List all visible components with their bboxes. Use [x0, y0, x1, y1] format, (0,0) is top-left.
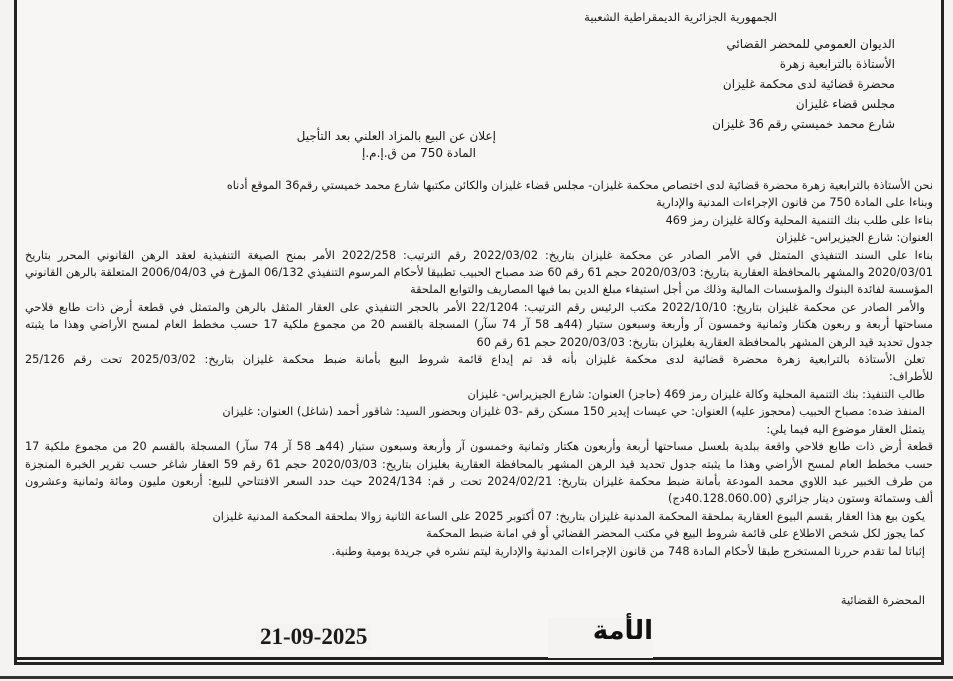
- body-line: ألف وستمائة وستون دينار جزائري (40.128.060.00دج): [667, 492, 933, 506]
- body-line: جدول تحديد قيد الرهن المشهر بالمحافظة العقارية بغليزان بتاريخ: 2020/03/03 حجم 61 رقم 60: [476, 335, 933, 349]
- footer-rule: [14, 657, 944, 660]
- office-line: الديوان العمومي للمحضر القضائي: [726, 37, 895, 51]
- announcement-heading: [297, 128, 496, 162]
- body-line: وبناءا على المادة 750 من قانون الإجراءات المدنية والإدارية: [656, 196, 933, 210]
- body-line: بناءا على السند التنفيذي المتمثل في الأمر الصادر عن محكمة غليزان بتاريخ: 2022/03/02 رقم الترتيب: 2022/258 الأمر بمنح الصيغة التنفيذية لعقد الرهن القانوني المحرر بتاريخ: [25, 248, 934, 262]
- body-line: طالب التنفيذ: بنك التنمية المحلية وكالة غليزان رمز 469 (حاجز) العنوان: شارع الجيزيراس- غليزان: [467, 387, 925, 401]
- notice-body: [25, 177, 933, 560]
- body-line: من طرف الخبير عبد اللاوي محمد المودعة بأمانة ضبط محكمة غليزان بتاريخ: 2024/02/21 تحت ر قم: 2024/134 حيث حدد السعر الافتتاحي للبيع: أربعون مليون ومائة وثمانية وعشرون: [25, 474, 933, 488]
- body-line: حسب مخطط العام لمسح الأراضي وهذا ما يثبته جدول تحديد قيد الرهن المشهر بالمحافظة العقارية بغليزان بتاريخ: 2020/03/03 حجم 61 رقم 59 العقار شاغر حسب تقرير الخبرة المنجزة: [25, 457, 934, 471]
- body-line: نحن الأستاذة بالترابعية زهرة محضرة قضائية لدى اختصاص محكمة غليزان- مجلس قضاء غليزان والكائن مكتبها شارع محمد خميستي رقم36 الموقع أدناه: [226, 179, 933, 192]
- republic-heading: الجمهورية الجزائرية الديمقراطية الشعبية: [584, 10, 777, 24]
- legal-notice-frame: [14, 0, 944, 665]
- body-line: بناءا على طلب بنك التنمية المحلية وكالة غليزان رمز 469: [665, 213, 933, 227]
- body-line: المؤسسة لفائدة البنوك والمؤسسات المالية وذلك من أجل استيفاء مبلغ الدين بما فيها المصاريف والتوابع الملحقة: [410, 283, 933, 297]
- office-line: محضرة قضائية لدى محكمة غليزان: [722, 77, 895, 91]
- body-line: يكون بيع هذا العقار بقسم البيوع العقارية بملحقة المحكمة المدنية غليزان بتاريخ: 07 أكتوبر 2025 على الساعة الثانية زوالا بملحقة المحكمة المدنية غليزان: [212, 509, 925, 523]
- body-line: للأطراف:: [888, 370, 933, 384]
- office-line: مجلس قضاء غليزان: [795, 97, 895, 111]
- newspaper-logo: [548, 618, 653, 658]
- body-line: 2020/03/01 والمشهر بالمحافظة العقارية بتاريخ: 2020/03/03 حجم 61 رقم 60 ضد مصباح الحبيب تطبيقا لأحكام المرسوم التنفيذي 06/132 المؤرخ في 2006/04/03 المتعلقة بالرهن القانوني: [25, 266, 933, 280]
- bailiff-office-header: [712, 34, 895, 134]
- office-line: الأستاذة بالترابعية زهرة: [779, 57, 895, 71]
- signature-label: المحضرة القضائية: [840, 594, 925, 607]
- office-line: شارع محمد خميستي رقم 36 غليزان: [712, 117, 895, 131]
- newspaper-logo-text: الأمة: [592, 616, 653, 646]
- body-line: تعلن الأستاذة بالترابعية زهرة محضرة قضائية لدى محكمة غليزان بأنه قد تم إيداع قائمة شروط البيع بأمانة ضبط محكمة غليزان بتاريخ: 2025/03/02 تحت رقم 25/126: [25, 353, 925, 367]
- publication-date: 21-09-2025: [256, 624, 371, 650]
- body-line: إثباتا لما تقدم حررنا المستخرج طبقا لأحكام المادة 748 من قانون الإجراءات المدنية والإدارية ليتم نشره في جريدة يومية وطنية.: [331, 544, 925, 558]
- body-line: والأمر الصادر عن محكمة غليزان بتاريخ: 2022/10/10 مكتب الرئيس رقم الترتيب: 22/1204 الأمر بالحجر التنفيذي على العقار المثقل بالرهن والمتمثل في قطعة أرض ذات طابع فلاحي: [25, 300, 925, 314]
- announcement-title: إعلان عن البيع بالمزاد العلني بعد التأجيل: [296, 129, 496, 143]
- body-line: يتمثل العقار موضوع اليه فيما يلي:: [766, 422, 925, 436]
- page-bottom-rule: [0, 676, 953, 679]
- body-line: العنوان: شارع الجيزيراس- غليزان: [775, 231, 933, 245]
- body-line: كما يجوز لكل شخص الاطلاع على قائمة شروط البيع في مكتب المحضر القضائي أو في امانة ضبط المحكمة: [426, 527, 925, 541]
- announcement-article: المادة 750 من ق.إ.م.إ: [362, 146, 476, 160]
- body-line: مساحتها أربعة و ربعون هكتار وثمانية وخمسون آر وأربعة وسبعون ستيار (44هـ 58 آر 74 سآر) المسجلة بالقسم 20 من مجموع ملكية 17 حسب مخطط العام لمسح الأراضي وهذا ما يثبته: [25, 318, 933, 332]
- body-line: المنفذ ضده: مصباح الحبيب (محجوز عليه) العنوان: حي عيسات إيدير 150 مسكن رقم -03 غليزان وبحضور السيد: شاقور أحمد (شاغل) العنوان: غليزان: [222, 405, 925, 419]
- body-line: قطعة أرض ذات طابع فلاحي واقعة ببلدية بلعسل مساحتها أربعة وأربعون هكتار وثمانية وخمسون آر وأربعة وسبعون ستيار (44هـ 58 آر 74 سآر) المسجلة بالقسم 20 من مجموع ملكية 17: [25, 440, 933, 454]
